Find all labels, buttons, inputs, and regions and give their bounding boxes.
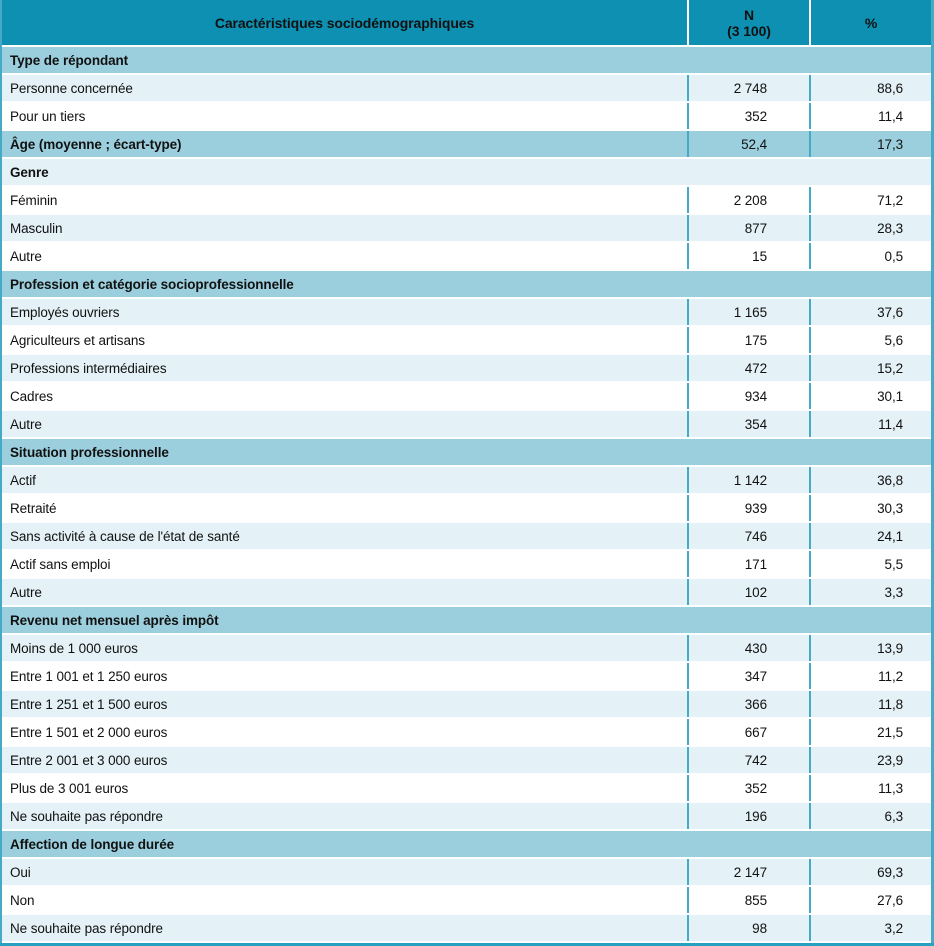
section-label: Type de répondant [2, 47, 931, 73]
header-n-line2: (3 100) [727, 22, 771, 39]
row-label: Personne concernée [2, 75, 687, 101]
row-n-value: 877 [687, 215, 809, 241]
row-n-value: 2 748 [687, 75, 809, 101]
table-row [2, 691, 931, 719]
row-label: Autre [2, 579, 687, 605]
row-n-value: 52,4 [687, 131, 809, 157]
section-row [2, 831, 931, 859]
row-pct-value: 36,8 [809, 467, 931, 493]
row-pct-value: 11,3 [809, 775, 931, 801]
row-label: Féminin [2, 187, 687, 213]
table-row [2, 887, 931, 915]
row-n-value: 742 [687, 747, 809, 773]
row-label: Sans activité à cause de l'état de santé [2, 523, 687, 549]
row-n-value: 354 [687, 411, 809, 437]
row-pct-value: 11,2 [809, 663, 931, 689]
row-pct-value: 11,4 [809, 411, 931, 437]
row-n-value: 430 [687, 635, 809, 661]
table-row [2, 75, 931, 103]
row-label: Professions intermédiaires [2, 355, 687, 381]
row-pct-value: 69,3 [809, 859, 931, 885]
row-label: Oui [2, 859, 687, 885]
row-pct-value: 6,3 [809, 803, 931, 829]
row-label: Entre 1 001 et 1 250 euros [2, 663, 687, 689]
section-label: Profession et catégorie socioprofessionnelle [2, 271, 931, 297]
row-n-value: 196 [687, 803, 809, 829]
row-pct-value: 71,2 [809, 187, 931, 213]
row-pct-value: 13,9 [809, 635, 931, 661]
row-label: Cadres [2, 383, 687, 409]
row-pct-value: 21,5 [809, 719, 931, 745]
row-n-value: 1 142 [687, 467, 809, 493]
row-n-value: 667 [687, 719, 809, 745]
row-n-value: 855 [687, 887, 809, 913]
table-row [2, 859, 931, 887]
table-row [2, 355, 931, 383]
row-label: Moins de 1 000 euros [2, 635, 687, 661]
row-pct-value: 37,6 [809, 299, 931, 325]
header-characteristics: Caractéristiques sociodémographiques [214, 14, 475, 31]
row-label: Retraité [2, 495, 687, 521]
row-n-value: 366 [687, 691, 809, 717]
row-label: Entre 1 501 et 2 000 euros [2, 719, 687, 745]
row-pct-value: 11,4 [809, 103, 931, 129]
header-n-total [687, 0, 809, 45]
section-row [2, 271, 931, 299]
table-row [2, 495, 931, 523]
row-n-value: 352 [687, 103, 809, 129]
table-row [2, 719, 931, 747]
row-pct-value: 30,1 [809, 383, 931, 409]
table-row [2, 775, 931, 803]
table-row [2, 663, 931, 691]
row-label: Ne souhaite pas répondre [2, 803, 687, 829]
row-pct-value: 5,5 [809, 551, 931, 577]
row-n-value: 352 [687, 775, 809, 801]
row-n-value: 171 [687, 551, 809, 577]
table-body [2, 47, 931, 943]
row-label: Actif [2, 467, 687, 493]
row-label: Employés ouvriers [2, 299, 687, 325]
table-row [2, 411, 931, 439]
table-row [2, 215, 931, 243]
row-label: Entre 1 251 et 1 500 euros [2, 691, 687, 717]
row-pct-value: 17,3 [809, 131, 931, 157]
row-label: Pour un tiers [2, 103, 687, 129]
stat-row [2, 131, 931, 159]
row-n-value: 15 [687, 243, 809, 269]
row-label: Entre 2 001 et 3 000 euros [2, 747, 687, 773]
header-percent: % [809, 0, 931, 45]
row-pct-value: 15,2 [809, 355, 931, 381]
row-label: Agriculteurs et artisans [2, 327, 687, 353]
table-row [2, 467, 931, 495]
row-pct-value: 30,3 [809, 495, 931, 521]
header-n-line1: N [743, 6, 754, 23]
section-label: Revenu net mensuel après impôt [2, 607, 931, 633]
row-pct-value: 23,9 [809, 747, 931, 773]
section-row [2, 439, 931, 467]
row-n-value: 472 [687, 355, 809, 381]
row-label: Autre [2, 243, 687, 269]
row-label: Autre [2, 411, 687, 437]
table-row [2, 551, 931, 579]
row-n-value: 2 147 [687, 859, 809, 885]
row-pct-value: 24,1 [809, 523, 931, 549]
row-n-value: 98 [687, 915, 809, 941]
row-n-value: 175 [687, 327, 809, 353]
row-n-value: 1 165 [687, 299, 809, 325]
row-pct-value: 0,5 [809, 243, 931, 269]
table-row [2, 635, 931, 663]
row-n-value: 934 [687, 383, 809, 409]
section-row [2, 607, 931, 635]
row-pct-value: 27,6 [809, 887, 931, 913]
table-row [2, 803, 931, 831]
row-label: Plus de 3 001 euros [2, 775, 687, 801]
table-row [2, 103, 931, 131]
row-label: Masculin [2, 215, 687, 241]
table-row [2, 243, 931, 271]
table-row [2, 187, 931, 215]
row-pct-value: 11,8 [809, 691, 931, 717]
row-n-value: 347 [687, 663, 809, 689]
row-n-value: 939 [687, 495, 809, 521]
section-row [2, 159, 931, 187]
table-row [2, 299, 931, 327]
row-label: Âge (moyenne ; écart-type) [2, 131, 687, 157]
table-row [2, 915, 931, 943]
row-pct-value: 3,2 [809, 915, 931, 941]
section-label: Situation professionnelle [2, 439, 931, 465]
row-n-value: 2 208 [687, 187, 809, 213]
row-n-value: 746 [687, 523, 809, 549]
section-label: Affection de longue durée [2, 831, 931, 857]
row-n-value: 102 [687, 579, 809, 605]
table-row [2, 747, 931, 775]
row-pct-value: 5,6 [809, 327, 931, 353]
row-label: Actif sans emploi [2, 551, 687, 577]
row-pct-value: 28,3 [809, 215, 931, 241]
table-header-row [2, 0, 931, 47]
table-row [2, 383, 931, 411]
row-pct-value: 88,6 [809, 75, 931, 101]
section-row [2, 47, 931, 75]
section-label: Genre [2, 159, 931, 185]
table-row [2, 579, 931, 607]
table-row [2, 523, 931, 551]
row-label: Ne souhaite pas répondre [2, 915, 687, 941]
row-label: Non [2, 887, 687, 913]
row-pct-value: 3,3 [809, 579, 931, 605]
table-row [2, 327, 931, 355]
